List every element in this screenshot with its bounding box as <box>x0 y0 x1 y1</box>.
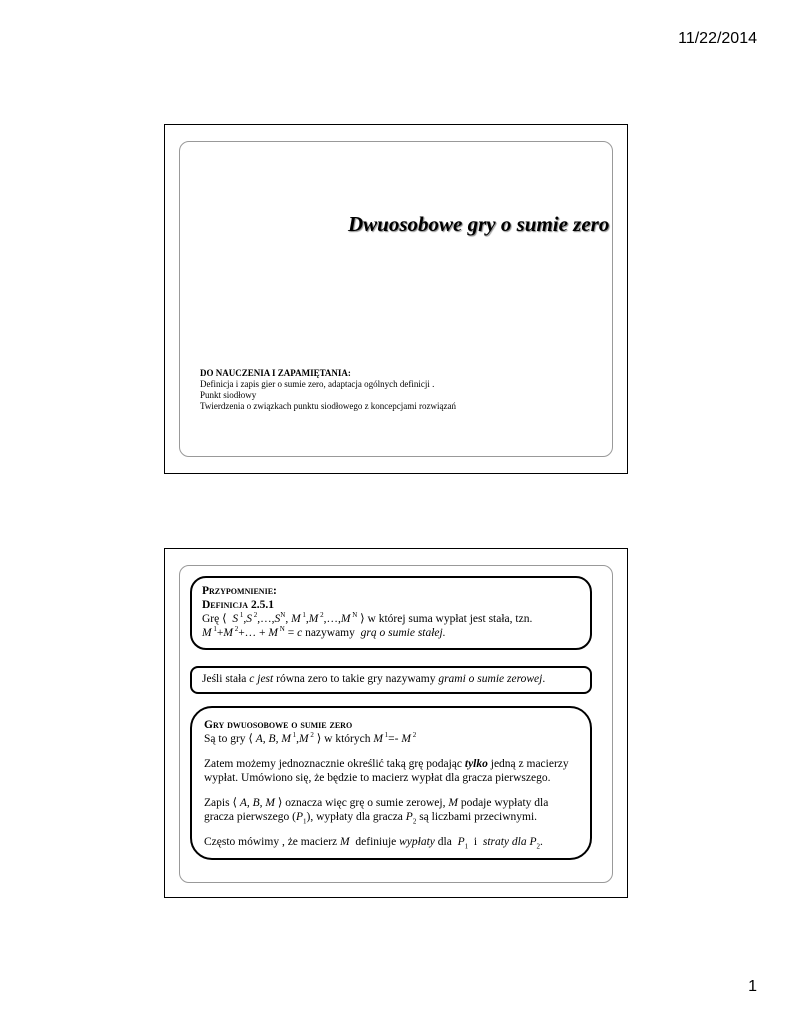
notes-line: Definicja i zapis gier o sumie zero, adaptacja ogólnych definicji . <box>200 379 435 389</box>
zero-sum-box <box>190 666 592 694</box>
reminder-heading: Przypomnienie: <box>202 585 277 597</box>
slide-1 <box>164 124 628 474</box>
definition-line-2: M $^1$+M $^2$+… + M $^N$ = c nazywamy grą o sumie stałej. <box>202 625 446 639</box>
two-player-box <box>190 706 592 860</box>
definition-box <box>190 576 592 650</box>
slide-1-content-frame <box>179 141 613 457</box>
two-player-para-3b: gracza pierwszego $(P_1)$, wypłaty dla gracza $P_2$ są liczbami przeciwnymi. <box>204 811 538 826</box>
slide-2 <box>164 548 628 898</box>
definition-line-1: Grę ⟨ S $^1$,S $^2,\dots,S^N$, M $^1$,M $^2$,…,M $^N$ ⟩ w której suma wypłat jest stała, tzn. <box>202 611 533 625</box>
notes-heading: DO NAUCZENIA I ZAPAMIĘTANIA: <box>200 368 351 378</box>
zero-sum-text: Jeśli stała c jest równa zero to takie gry nazywamy grami o sumie zerowej. <box>202 673 546 685</box>
slide-2-content-frame <box>179 565 613 883</box>
two-player-para-2b: wypłat. Umówiono się, że będzie to macierz wypłat dla gracza pierwszego. <box>204 772 551 784</box>
print-date: 11/22/2014 <box>678 30 757 47</box>
two-player-heading: Gry dwuosobowe o sumie zero <box>204 719 353 731</box>
two-player-line-1: Są to gry ⟨ A, B, M $^1$,M $^2$ ⟩ w których M $^1$=- M $^2$ <box>204 731 417 745</box>
slide-1-notes <box>200 368 456 412</box>
slide-1-title: Dwuosobowe gry o sumie zero <box>348 212 610 236</box>
notes-line: Twierdzenia o związkach punktu siodłowego z koncepcjami rozwiązań <box>200 401 457 411</box>
two-player-para-4: Często mówimy , że macierz M definiuje wypłaty dla $P_1$ i straty dla $P_2$. <box>204 836 543 851</box>
page-number: 1 <box>748 978 757 995</box>
notes-line: Punkt siodłowy <box>200 390 257 400</box>
two-player-para-3a: Zapis ⟨ A, B, M ⟩ oznacza więc grę o sumie zerowej, M podaje wypłaty dla <box>204 797 549 809</box>
two-player-para-2a: Zatem możemy jednoznacznie określić taką grę podając tylko jedną z macierzy <box>204 758 569 770</box>
definition-heading: Definicja 2.5.1 <box>202 599 274 611</box>
